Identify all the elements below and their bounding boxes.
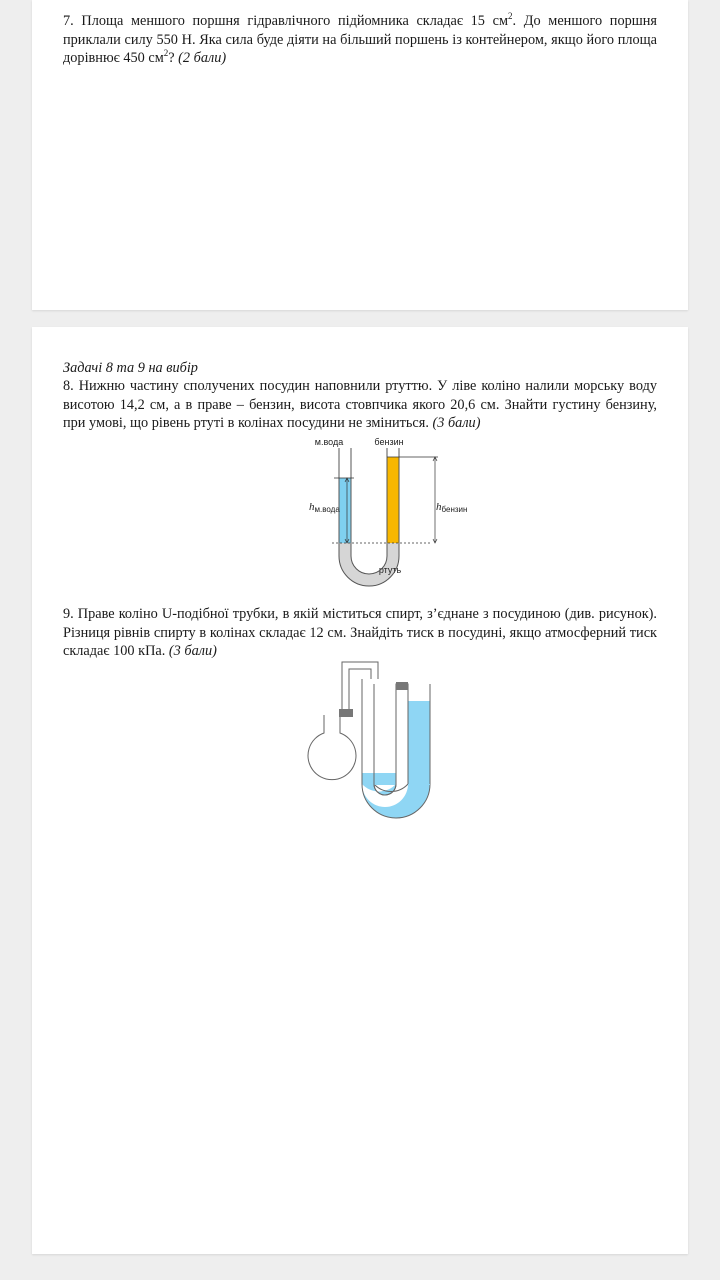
label-sea-water-top: м.вода (314, 437, 344, 447)
connecting-tube (342, 662, 378, 709)
task-9-text: 9. Праве коліно U-подібної трубки, в якій міститься спирт, з’єднане з посудиною (див. рисунок). Різниця рівнів спирту в колінах складає 12 см. Знайдіть тиск в посудині, якщо атмосферний тиск складає 100 кПа. (3 бали) (63, 606, 657, 659)
petrol-column (387, 457, 399, 543)
task-7-text: 7. Площа меншого поршня гідравлічного підйомника складає 15 $см^2$. До меншого поршня приклали силу 550 Н. Яка сила буде діяти на більший поршень із контейнером, якщо його площа дорівнює 450 $см^2$? (2 бали) (63, 11, 657, 66)
task-9-points: (3 бали) (168, 643, 217, 659)
optional-tasks-heading: Задачі 8 та 9 на вибір (63, 360, 198, 376)
document-page-2 (32, 327, 688, 1254)
u-tube-stopper (396, 682, 408, 690)
document-page-1 (32, 0, 688, 310)
task-8-text: 8. Нижню частину сполучених посудин наповнили ртуттю. У ліве коліно налили морську воду висотою 14,2 см, а в праве – бензин, висота стовпчика якого 20,6 см. Знайти густину бензину, при умові, що рівень ртуті в колінах посудини не зміниться. (3 бали) (63, 378, 657, 431)
alcohol-left-column (374, 773, 396, 785)
flask (308, 715, 356, 780)
flask-u-tube-figure (284, 657, 444, 812)
flask-stopper (339, 709, 353, 717)
label-petrol-top: бензин (374, 437, 404, 447)
mercury-label: ртуть (378, 565, 402, 575)
alcohol-right-column (408, 701, 430, 785)
h-sea-water-label: hм.вода (309, 501, 340, 514)
task-8-points: (3 бали) (432, 415, 481, 431)
h-petrol-label: hбензин (436, 501, 468, 514)
communicating-vessels-figure (262, 430, 468, 586)
right-tube-walls (396, 684, 408, 785)
sea-water-column (339, 478, 351, 543)
task-7-points: (2 бали) (178, 50, 227, 66)
